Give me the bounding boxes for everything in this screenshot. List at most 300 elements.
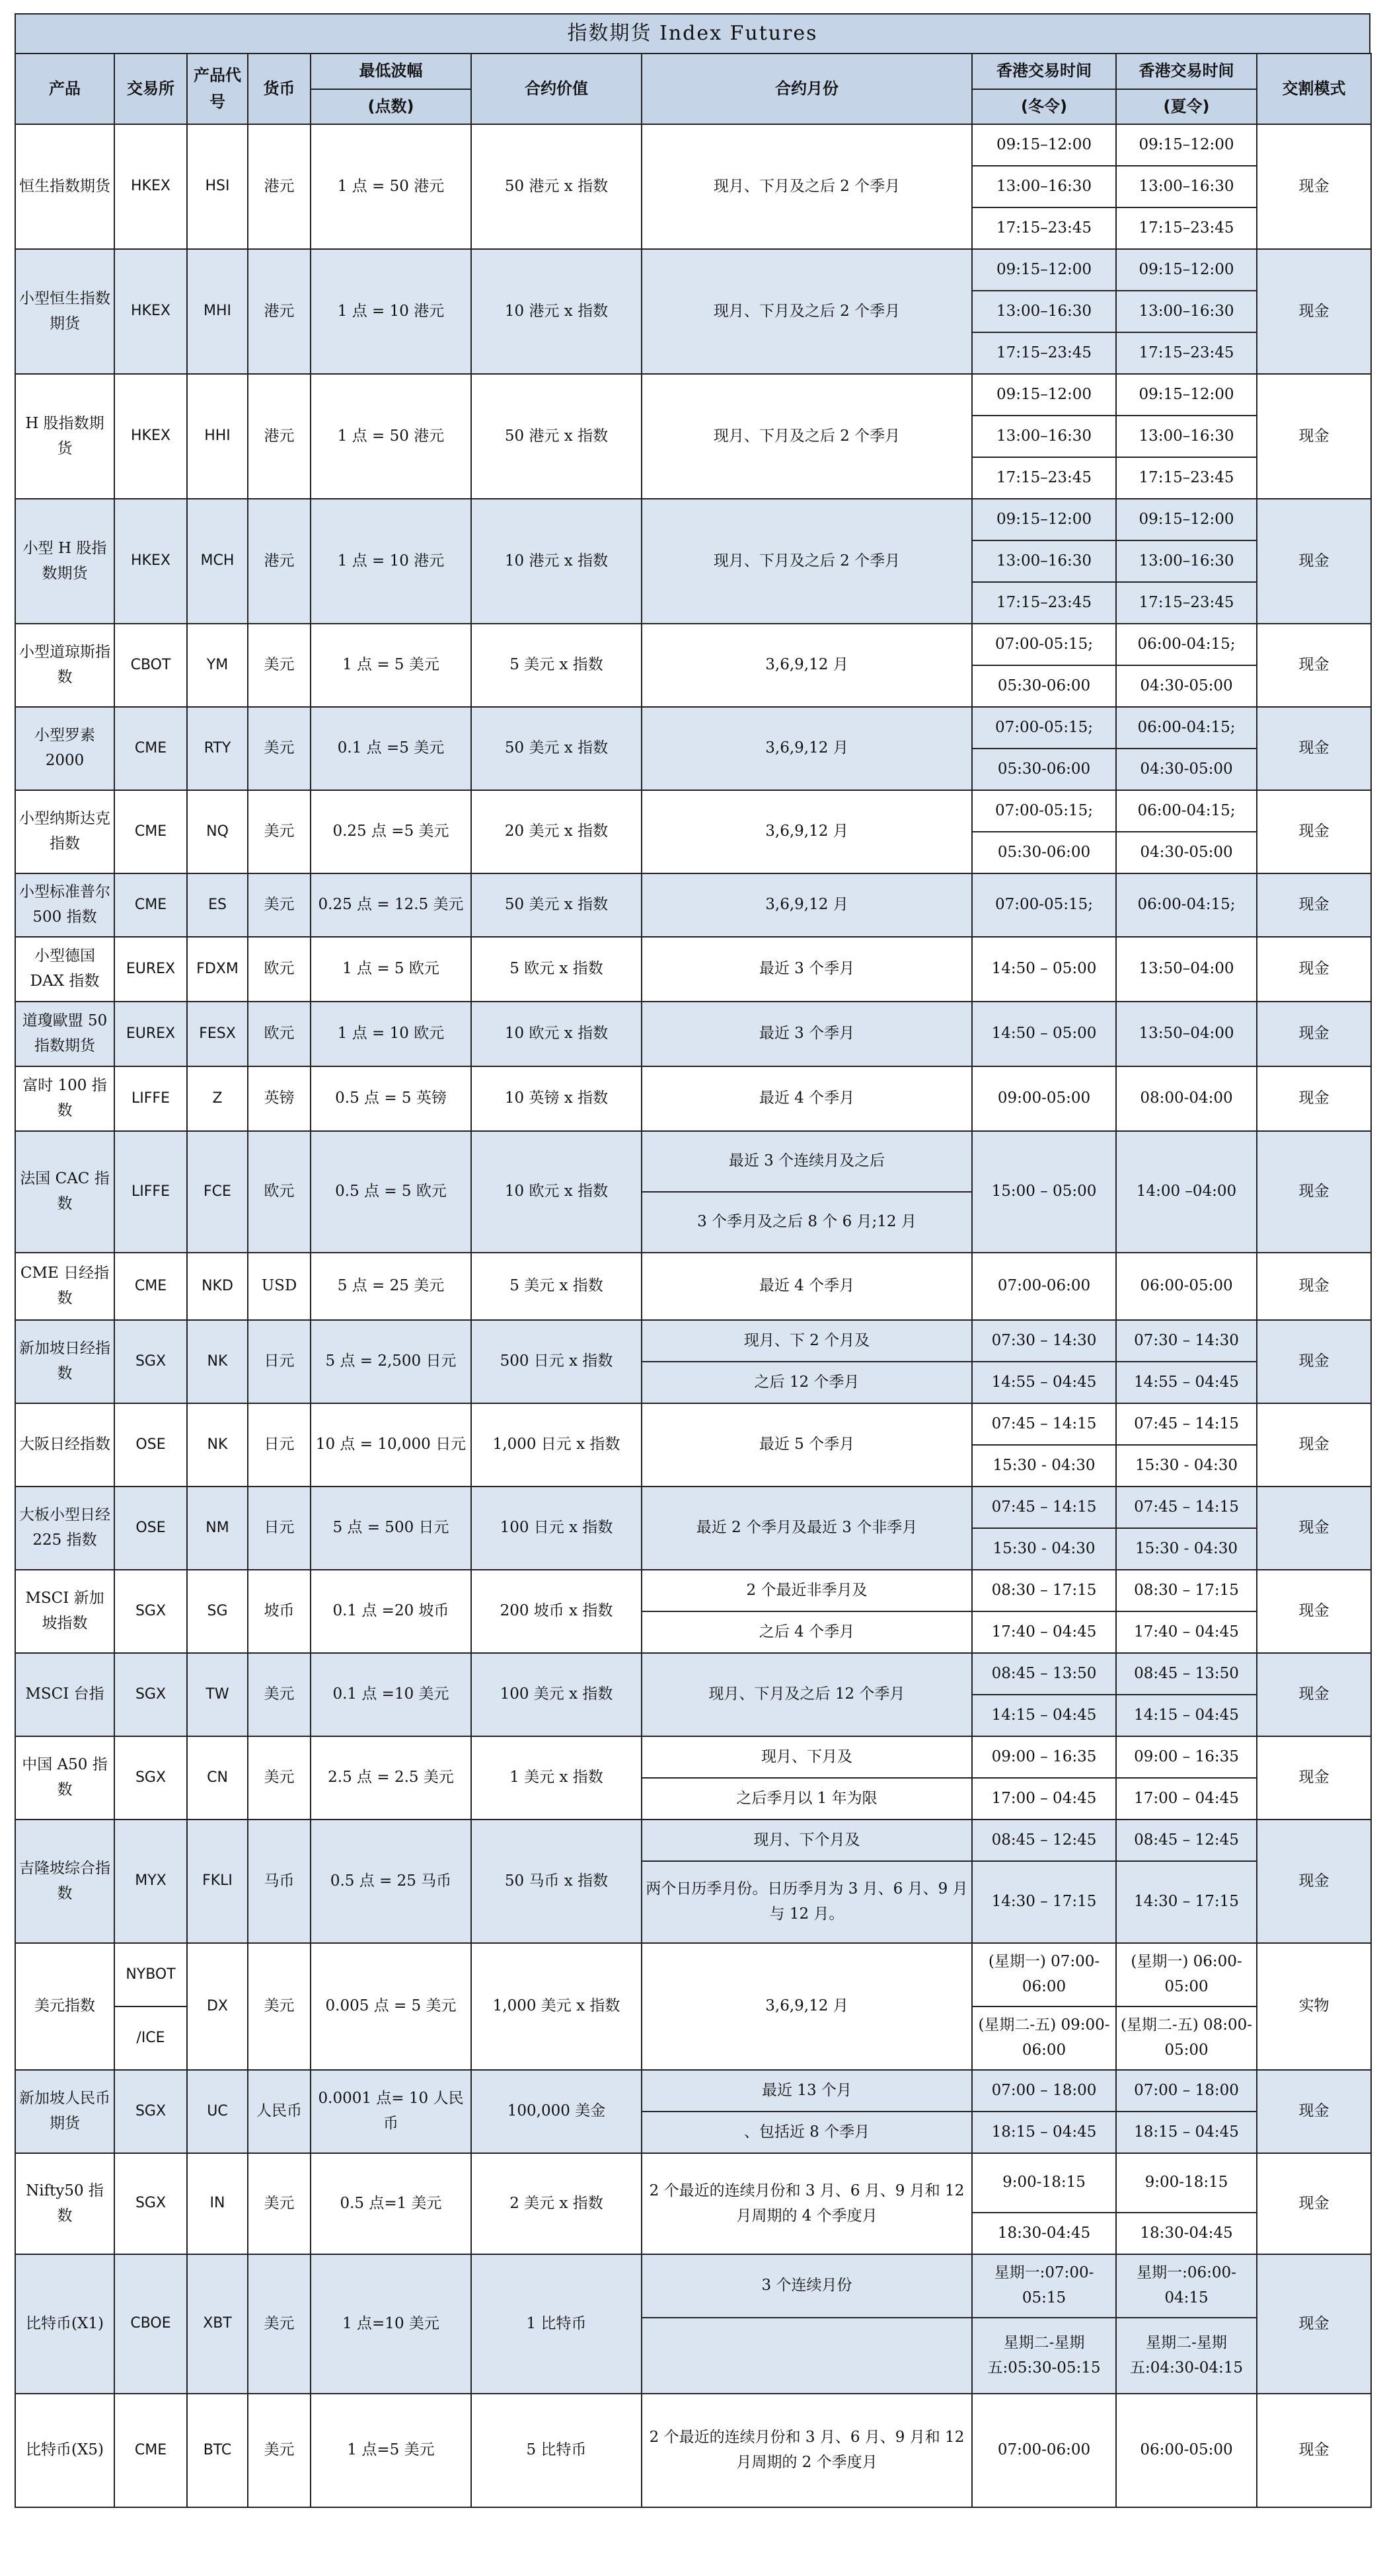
- header-tick: 最低波幅: [311, 54, 471, 89]
- winter-time-cell: 15:30 - 04:30: [972, 1528, 1116, 1570]
- table-row: [15, 1943, 1371, 2006]
- value-cell: 200 坡币 x 指数: [471, 1570, 642, 1653]
- table-row: [15, 1820, 1371, 1861]
- winter-time-cell: 17:40 – 04:45: [972, 1611, 1116, 1653]
- currency-cell: 美元: [248, 2153, 311, 2254]
- product-cell: 道瓊歐盟 50 指数期货: [15, 1002, 114, 1066]
- exchange-cell: LIFFE: [114, 1066, 187, 1131]
- tick-cell: 0.5 点 = 5 英镑: [311, 1066, 471, 1131]
- value-cell: 50 美元 x 指数: [471, 873, 642, 937]
- winter-time-cell: 07:00 – 18:00: [972, 2070, 1116, 2112]
- summer-time-cell: 17:15–23:45: [1116, 332, 1257, 374]
- winter-time-cell: 08:30 – 17:15: [972, 1570, 1116, 1611]
- product-cell: H 股指数期货: [15, 374, 114, 499]
- summer-time-cell: 08:45 – 12:45: [1116, 1820, 1257, 1861]
- winter-time-cell: 09:15–12:00: [972, 499, 1116, 540]
- tick-cell: 0.25 点 =5 美元: [311, 790, 471, 873]
- winter-time-cell: 08:45 – 12:45: [972, 1820, 1116, 1861]
- currency-cell: 美元: [248, 1943, 311, 2070]
- code-cell: CN: [187, 1736, 248, 1820]
- winter-time-cell: 17:15–23:45: [972, 457, 1116, 499]
- header-exchange: 交易所: [114, 54, 187, 124]
- value-cell: 5 欧元 x 指数: [471, 937, 642, 1002]
- summer-time-cell: 15:30 - 04:30: [1116, 1445, 1257, 1487]
- code-cell: DX: [187, 1943, 248, 2070]
- product-cell: 比特币(X5): [15, 2394, 114, 2507]
- summer-time-cell: 09:15–12:00: [1116, 374, 1257, 416]
- winter-time-cell: 17:15–23:45: [972, 207, 1116, 249]
- code-cell: RTY: [187, 707, 248, 790]
- tick-cell: 1 点 = 50 港元: [311, 124, 471, 249]
- winter-time-cell: 15:30 - 04:30: [972, 1445, 1116, 1487]
- product-cell: 吉隆坡综合指数: [15, 1820, 114, 1943]
- winter-time-cell: 07:00-05:15;: [972, 873, 1116, 937]
- tick-cell: 1 点 = 10 港元: [311, 499, 471, 624]
- winter-time-cell: 星期二-星期五:05:30-05:15: [972, 2318, 1116, 2394]
- table-row: [15, 1403, 1371, 1445]
- code-cell: NKD: [187, 1253, 248, 1320]
- winter-time-cell: 08:45 – 13:50: [972, 1653, 1116, 1695]
- header-settle: 交割模式: [1257, 54, 1371, 124]
- exchange-cell: SGX: [114, 1570, 187, 1653]
- code-cell: FDXM: [187, 937, 248, 1002]
- value-cell: 100 美元 x 指数: [471, 1653, 642, 1736]
- summer-time-cell: 17:00 – 04:45: [1116, 1778, 1257, 1820]
- months-cell: 现月、下月及之后 2 个季月: [642, 249, 972, 374]
- table-row: [15, 374, 1371, 416]
- summer-time-cell: 09:15–12:00: [1116, 124, 1257, 166]
- code-cell: NK: [187, 1320, 248, 1403]
- winter-time-cell: 09:15–12:00: [972, 374, 1116, 416]
- value-cell: 10 欧元 x 指数: [471, 1131, 642, 1253]
- months-cell: 之后季月以 1 年为限: [642, 1778, 972, 1820]
- exchange-cell: /ICE: [114, 2006, 187, 2070]
- currency-cell: 日元: [248, 1403, 311, 1487]
- winter-time-cell: 星期一:07:00-05:15: [972, 2254, 1116, 2318]
- tick-cell: 1 点 = 5 欧元: [311, 937, 471, 1002]
- exchange-cell: SGX: [114, 1320, 187, 1403]
- currency-cell: 美元: [248, 790, 311, 873]
- winter-time-cell: 14:55 – 04:45: [972, 1362, 1116, 1403]
- winter-time-cell: 07:00-05:15;: [972, 707, 1116, 749]
- settle-cell: 现金: [1257, 1487, 1371, 1570]
- months-cell: 2 个最近的连续月份和 3 月、6 月、9 月和 12 月周期的 2 个季度月: [642, 2394, 972, 2507]
- currency-cell: 港元: [248, 499, 311, 624]
- currency-cell: 日元: [248, 1320, 311, 1403]
- settle-cell: 现金: [1257, 499, 1371, 624]
- winter-time-cell: 09:15–12:00: [972, 249, 1116, 291]
- code-cell: MCH: [187, 499, 248, 624]
- tick-cell: 0.1 点 =5 美元: [311, 707, 471, 790]
- header-value: 合约价值: [471, 54, 642, 124]
- code-cell: HHI: [187, 374, 248, 499]
- value-cell: 50 港元 x 指数: [471, 374, 642, 499]
- summer-time-cell: 17:15–23:45: [1116, 582, 1257, 624]
- futures-table: [15, 53, 1372, 2508]
- currency-cell: 坡币: [248, 1570, 311, 1653]
- summer-time-cell: 09:00 – 16:35: [1116, 1736, 1257, 1778]
- currency-cell: 港元: [248, 249, 311, 374]
- code-cell: IN: [187, 2153, 248, 2254]
- winter-time-cell: 07:00-05:15;: [972, 790, 1116, 832]
- settle-cell: 现金: [1257, 1403, 1371, 1487]
- header-currency: 货币: [248, 54, 311, 124]
- months-cell: 最近 2 个季月及最近 3 个非季月: [642, 1487, 972, 1570]
- summer-time-cell: 08:45 – 13:50: [1116, 1653, 1257, 1695]
- settle-cell: 现金: [1257, 124, 1371, 249]
- winter-time-cell: 17:00 – 04:45: [972, 1778, 1116, 1820]
- months-cell: 现月、下月及之后 2 个季月: [642, 499, 972, 624]
- settle-cell: 现金: [1257, 1253, 1371, 1320]
- code-cell: HSI: [187, 124, 248, 249]
- table-row: [15, 707, 1371, 749]
- summer-time-cell: 17:15–23:45: [1116, 207, 1257, 249]
- summer-time-cell: 星期一:06:00-04:15: [1116, 2254, 1257, 2318]
- futures-table-body: [15, 124, 1371, 2507]
- summer-time-cell: (星期二-五) 08:00-05:00: [1116, 2006, 1257, 2070]
- value-cell: 5 美元 x 指数: [471, 1253, 642, 1320]
- months-cell: 现月、下个月及: [642, 1820, 972, 1861]
- table-row: [15, 1131, 1371, 1192]
- winter-time-cell: 05:30-06:00: [972, 832, 1116, 873]
- table-row: [15, 1320, 1371, 1362]
- product-cell: 小型恒生指数期货: [15, 249, 114, 374]
- currency-cell: 欧元: [248, 1002, 311, 1066]
- summer-time-cell: 04:30-05:00: [1116, 749, 1257, 790]
- settle-cell: 现金: [1257, 1820, 1371, 1943]
- value-cell: 100,000 美金: [471, 2070, 642, 2153]
- product-cell: MSCI 台指: [15, 1653, 114, 1736]
- exchange-cell: HKEX: [114, 374, 187, 499]
- winter-time-cell: 9:00-18:15: [972, 2153, 1116, 2213]
- months-cell: 3,6,9,12 月: [642, 790, 972, 873]
- table-row: [15, 937, 1371, 1002]
- months-cell: 之后 12 个季月: [642, 1362, 972, 1403]
- months-cell: 最近 3 个季月: [642, 1002, 972, 1066]
- product-cell: Nifty50 指数: [15, 2153, 114, 2254]
- summer-time-cell: 09:15–12:00: [1116, 499, 1257, 540]
- value-cell: 2 美元 x 指数: [471, 2153, 642, 2254]
- settle-cell: 现金: [1257, 624, 1371, 707]
- code-cell: ES: [187, 873, 248, 937]
- months-cell: 2 个最近非季月及: [642, 1570, 972, 1611]
- summer-time-cell: 07:30 – 14:30: [1116, 1320, 1257, 1362]
- summer-time-cell: 08:30 – 17:15: [1116, 1570, 1257, 1611]
- code-cell: Z: [187, 1066, 248, 1131]
- tick-cell: 1 点 = 10 欧元: [311, 1002, 471, 1066]
- code-cell: NM: [187, 1487, 248, 1570]
- exchange-cell: CME: [114, 2394, 187, 2507]
- value-cell: 1,000 日元 x 指数: [471, 1403, 642, 1487]
- settle-cell: 现金: [1257, 937, 1371, 1002]
- currency-cell: 英镑: [248, 1066, 311, 1131]
- winter-time-cell: 05:30-06:00: [972, 665, 1116, 707]
- table-row: [15, 124, 1371, 166]
- table-row: [15, 499, 1371, 540]
- product-cell: 比特币(X1): [15, 2254, 114, 2394]
- summer-time-cell: 06:00-04:15;: [1116, 873, 1257, 937]
- winter-time-cell: 18:15 – 04:45: [972, 2112, 1116, 2153]
- code-cell: SG: [187, 1570, 248, 1653]
- exchange-cell: CME: [114, 873, 187, 937]
- winter-time-cell: 09:00-05:00: [972, 1066, 1116, 1131]
- product-cell: 大板小型日经 225 指数: [15, 1487, 114, 1570]
- product-cell: 大阪日经指数: [15, 1403, 114, 1487]
- table-row: [15, 249, 1371, 291]
- table-row: [15, 2394, 1371, 2507]
- product-cell: CME 日经指数: [15, 1253, 114, 1320]
- table-row: [15, 1002, 1371, 1066]
- table-row: [15, 624, 1371, 665]
- months-cell: 3 个连续月份: [642, 2254, 972, 2318]
- summer-time-cell: 9:00-18:15: [1116, 2153, 1257, 2213]
- code-cell: TW: [187, 1653, 248, 1736]
- winter-time-cell: 07:45 – 14:15: [972, 1403, 1116, 1445]
- table-row: [15, 790, 1371, 832]
- currency-cell: 人民币: [248, 2070, 311, 2153]
- header-months: 合约月份: [642, 54, 972, 124]
- table-row: [15, 1653, 1371, 1695]
- value-cell: 5 美元 x 指数: [471, 624, 642, 707]
- winter-time-cell: 13:00–16:30: [972, 166, 1116, 207]
- exchange-cell: CME: [114, 707, 187, 790]
- exchange-cell: LIFFE: [114, 1131, 187, 1253]
- exchange-cell: SGX: [114, 1736, 187, 1820]
- settle-cell: 现金: [1257, 2394, 1371, 2507]
- value-cell: 5 比特币: [471, 2394, 642, 2507]
- currency-cell: 港元: [248, 374, 311, 499]
- settle-cell: 现金: [1257, 1653, 1371, 1736]
- exchange-cell: CBOT: [114, 624, 187, 707]
- summer-time-cell: 09:15–12:00: [1116, 249, 1257, 291]
- product-cell: 小型道琼斯指数: [15, 624, 114, 707]
- summer-time-cell: 07:45 – 14:15: [1116, 1403, 1257, 1445]
- summer-time-cell: 14:55 – 04:45: [1116, 1362, 1257, 1403]
- code-cell: FCE: [187, 1131, 248, 1253]
- code-cell: MHI: [187, 249, 248, 374]
- summer-time-cell: 06:00-05:00: [1116, 1253, 1257, 1320]
- table-row: [15, 1570, 1371, 1611]
- value-cell: 10 欧元 x 指数: [471, 1002, 642, 1066]
- tick-cell: 0.1 点 =10 美元: [311, 1653, 471, 1736]
- months-cell: 两个日历季月份。日历季月为 3 月、6 月、9 月与 12 月。: [642, 1861, 972, 1943]
- currency-cell: 港元: [248, 124, 311, 249]
- tick-cell: 1 点=5 美元: [311, 2394, 471, 2507]
- months-cell: 最近 13 个月: [642, 2070, 972, 2112]
- winter-time-cell: 14:15 – 04:45: [972, 1695, 1116, 1736]
- months-cell: 3 个季月及之后 8 个 6 月;12 月: [642, 1192, 972, 1253]
- months-cell: 、包括近 8 个季月: [642, 2112, 972, 2153]
- settle-cell: 现金: [1257, 790, 1371, 873]
- winter-time-cell: 15:00 – 05:00: [972, 1131, 1116, 1253]
- months-cell: 3,6,9,12 月: [642, 624, 972, 707]
- settle-cell: 现金: [1257, 1570, 1371, 1653]
- table-row: [15, 1066, 1371, 1131]
- winter-time-cell: 14:50 – 05:00: [972, 937, 1116, 1002]
- settle-cell: 现金: [1257, 707, 1371, 790]
- product-cell: 小型 H 股指数期货: [15, 499, 114, 624]
- value-cell: 10 港元 x 指数: [471, 249, 642, 374]
- code-cell: NK: [187, 1403, 248, 1487]
- value-cell: 1,000 美元 x 指数: [471, 1943, 642, 2070]
- product-cell: 美元指数: [15, 1943, 114, 2070]
- product-cell: 小型德国 DAX 指数: [15, 937, 114, 1002]
- product-cell: 小型标准普尔 500 指数: [15, 873, 114, 937]
- summer-time-cell: 06:00-04:15;: [1116, 707, 1257, 749]
- currency-cell: 美元: [248, 2254, 311, 2394]
- currency-cell: 日元: [248, 1487, 311, 1570]
- product-cell: 小型纳斯达克指数: [15, 790, 114, 873]
- tick-cell: 5 点 = 500 日元: [311, 1487, 471, 1570]
- exchange-cell: SGX: [114, 2153, 187, 2254]
- months-cell: 2 个最近的连续月份和 3 月、6 月、9 月和 12 月周期的 4 个季度月: [642, 2153, 972, 2254]
- value-cell: 10 港元 x 指数: [471, 499, 642, 624]
- tick-cell: 0.005 点 = 5 美元: [311, 1943, 471, 2070]
- summer-time-cell: 06:00-04:15;: [1116, 624, 1257, 665]
- value-cell: 50 马币 x 指数: [471, 1820, 642, 1943]
- tick-cell: 5 点 = 25 美元: [311, 1253, 471, 1320]
- exchange-cell: EUREX: [114, 1002, 187, 1066]
- summer-time-cell: 07:00 – 18:00: [1116, 2070, 1257, 2112]
- winter-time-cell: 07:45 – 14:15: [972, 1487, 1116, 1528]
- settle-cell: 现金: [1257, 1002, 1371, 1066]
- summer-time-cell: 13:00–16:30: [1116, 166, 1257, 207]
- product-cell: 中国 A50 指数: [15, 1736, 114, 1820]
- currency-cell: 美元: [248, 707, 311, 790]
- value-cell: 10 英镑 x 指数: [471, 1066, 642, 1131]
- code-cell: BTC: [187, 2394, 248, 2507]
- header-summer-sub: (夏令): [1116, 89, 1257, 124]
- value-cell: 1 美元 x 指数: [471, 1736, 642, 1820]
- table-row: [15, 2153, 1371, 2213]
- summer-time-cell: 17:15–23:45: [1116, 457, 1257, 499]
- tick-cell: 0.0001 点= 10 人民币: [311, 2070, 471, 2153]
- tick-cell: 0.1 点 =20 坡币: [311, 1570, 471, 1653]
- code-cell: YM: [187, 624, 248, 707]
- product-cell: 恒生指数期货: [15, 124, 114, 249]
- tick-cell: 0.5 点 = 5 欧元: [311, 1131, 471, 1253]
- exchange-cell: HKEX: [114, 499, 187, 624]
- summer-time-cell: 06:00-04:15;: [1116, 790, 1257, 832]
- winter-time-cell: 09:00 – 16:35: [972, 1736, 1116, 1778]
- product-cell: MSCI 新加坡指数: [15, 1570, 114, 1653]
- settle-cell: 现金: [1257, 1736, 1371, 1820]
- months-cell: [642, 2318, 972, 2394]
- months-cell: 3,6,9,12 月: [642, 707, 972, 790]
- exchange-cell: OSE: [114, 1403, 187, 1487]
- tick-cell: 0.5 点=1 美元: [311, 2153, 471, 2254]
- product-cell: 新加坡日经指数: [15, 1320, 114, 1403]
- months-cell: 最近 5 个季月: [642, 1403, 972, 1487]
- settle-cell: 现金: [1257, 873, 1371, 937]
- summer-time-cell: 07:45 – 14:15: [1116, 1487, 1257, 1528]
- value-cell: 100 日元 x 指数: [471, 1487, 642, 1570]
- value-cell: 20 美元 x 指数: [471, 790, 642, 873]
- exchange-cell: OSE: [114, 1487, 187, 1570]
- tick-cell: 0.25 点 = 12.5 美元: [311, 873, 471, 937]
- tick-cell: 2.5 点 = 2.5 美元: [311, 1736, 471, 1820]
- summer-time-cell: 14:15 – 04:45: [1116, 1695, 1257, 1736]
- tick-cell: 1 点 = 5 美元: [311, 624, 471, 707]
- settle-cell: 现金: [1257, 1320, 1371, 1403]
- months-cell: 3,6,9,12 月: [642, 1943, 972, 2070]
- currency-cell: 美元: [248, 624, 311, 707]
- exchange-cell: CBOE: [114, 2254, 187, 2394]
- summer-time-cell: 13:00–16:30: [1116, 540, 1257, 582]
- summer-time-cell: 15:30 - 04:30: [1116, 1528, 1257, 1570]
- months-cell: 现月、下 2 个月及: [642, 1320, 972, 1362]
- header-hk-summer: 香港交易时间: [1116, 54, 1257, 89]
- months-cell: 现月、下月及: [642, 1736, 972, 1778]
- settle-cell: 现金: [1257, 2254, 1371, 2394]
- months-cell: 最近 3 个连续月及之后: [642, 1131, 972, 1192]
- exchange-cell: MYX: [114, 1820, 187, 1943]
- summer-time-cell: 14:00 –04:00: [1116, 1131, 1257, 1253]
- summer-time-cell: 04:30-05:00: [1116, 832, 1257, 873]
- table-row: [15, 1253, 1371, 1320]
- winter-time-cell: 17:15–23:45: [972, 332, 1116, 374]
- exchange-cell: CME: [114, 790, 187, 873]
- currency-cell: 美元: [248, 1736, 311, 1820]
- months-cell: 3,6,9,12 月: [642, 873, 972, 937]
- settle-cell: 现金: [1257, 1066, 1371, 1131]
- code-cell: UC: [187, 2070, 248, 2153]
- currency-cell: 欧元: [248, 1131, 311, 1253]
- header-tick-unit: (点数): [311, 89, 471, 124]
- tick-cell: 1 点=10 美元: [311, 2254, 471, 2394]
- winter-time-cell: (星期一) 07:00-06:00: [972, 1943, 1116, 2006]
- exchange-cell: HKEX: [114, 249, 187, 374]
- settle-cell: 实物: [1257, 1943, 1371, 2070]
- winter-time-cell: 13:00–16:30: [972, 540, 1116, 582]
- winter-time-cell: 05:30-06:00: [972, 749, 1116, 790]
- winter-time-cell: 13:00–16:30: [972, 416, 1116, 457]
- exchange-cell: SGX: [114, 1653, 187, 1736]
- currency-cell: 美元: [248, 2394, 311, 2507]
- currency-cell: 美元: [248, 873, 311, 937]
- summer-time-cell: 13:00–16:30: [1116, 416, 1257, 457]
- summer-time-cell: (星期一) 06:00-05:00: [1116, 1943, 1257, 2006]
- summer-time-cell: 14:30 – 17:15: [1116, 1861, 1257, 1943]
- value-cell: 50 美元 x 指数: [471, 707, 642, 790]
- summer-time-cell: 06:00-05:00: [1116, 2394, 1257, 2507]
- exchange-cell: CME: [114, 1253, 187, 1320]
- value-cell: 500 日元 x 指数: [471, 1320, 642, 1403]
- tick-cell: 1 点 = 50 港元: [311, 374, 471, 499]
- table-row: [15, 873, 1371, 937]
- table-row: [15, 1487, 1371, 1528]
- summer-time-cell: 18:15 – 04:45: [1116, 2112, 1257, 2153]
- summer-time-cell: 17:40 – 04:45: [1116, 1611, 1257, 1653]
- product-cell: 法国 CAC 指数: [15, 1131, 114, 1253]
- months-cell: 现月、下月及之后 12 个季月: [642, 1653, 972, 1736]
- table-row: [15, 1736, 1371, 1778]
- header-winter-sub: (冬令): [972, 89, 1116, 124]
- product-cell: 小型罗素 2000: [15, 707, 114, 790]
- currency-cell: 欧元: [248, 937, 311, 1002]
- exchange-cell: SGX: [114, 2070, 187, 2153]
- code-cell: FKLI: [187, 1820, 248, 1943]
- header-code: 产品代号: [187, 54, 248, 124]
- summer-time-cell: 星期二-星期五:04:30-04:15: [1116, 2318, 1257, 2394]
- months-cell: 现月、下月及之后 2 个季月: [642, 374, 972, 499]
- settle-cell: 现金: [1257, 249, 1371, 374]
- product-cell: 新加坡人民币期货: [15, 2070, 114, 2153]
- winter-time-cell: 18:30-04:45: [972, 2213, 1116, 2254]
- winter-time-cell: 07:30 – 14:30: [972, 1320, 1116, 1362]
- code-cell: FESX: [187, 1002, 248, 1066]
- winter-time-cell: 17:15–23:45: [972, 582, 1116, 624]
